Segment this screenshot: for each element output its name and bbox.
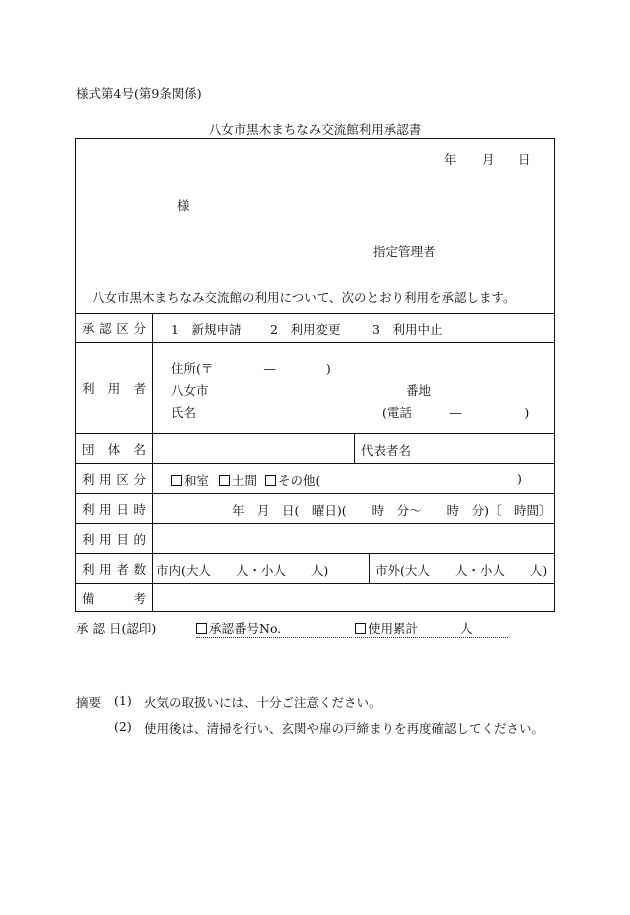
row-usage-datetime xyxy=(76,494,554,524)
row-approval-type xyxy=(76,313,554,343)
form-box xyxy=(75,138,555,612)
checkbox-icon xyxy=(196,623,207,634)
label-usage-datetime: 利用日時 xyxy=(76,494,153,523)
count-outside-city: 市外(大人 人・小人 人) xyxy=(375,563,548,578)
label-remarks: 備考 xyxy=(76,584,153,611)
addressee-suffix: 様 xyxy=(177,198,190,213)
note-1-num: (1) xyxy=(114,693,132,708)
label-group: 団体名 xyxy=(76,434,153,463)
date-day: 日 xyxy=(518,152,531,167)
user-phone: (電話 — ) xyxy=(382,405,530,420)
label-user: 利用者 xyxy=(76,343,153,433)
label-approval-type: 承認区分 xyxy=(76,313,153,342)
row-remarks xyxy=(76,584,554,611)
checkbox-icon xyxy=(219,475,230,486)
label-purpose: 利用目的 xyxy=(76,524,153,553)
approval-option-new: 1 新規申請 xyxy=(171,322,242,337)
user-name-label: 氏名 xyxy=(171,405,197,420)
approval-no-field: 承認番号No. xyxy=(196,619,352,638)
note-2-num: (2) xyxy=(114,719,132,734)
cumulative-field: 使用累計 人 xyxy=(355,619,508,638)
document-title: 八女市黒木まちなみ交流館利用承認書 xyxy=(208,122,422,137)
count-inside-city: 市内(大人 人・小人 人) xyxy=(156,563,329,578)
user-city: 八女市 xyxy=(171,383,209,398)
row-group xyxy=(76,434,554,464)
usage-other-close: ) xyxy=(517,471,522,486)
date-year: 年 xyxy=(444,152,457,167)
usage-datetime-text: 年 月 日( 曜日)( 時 分〜 時 分)〔 時間〕 xyxy=(232,503,552,518)
approval-statement: 八女市黒木まちなみ交流館の利用について、次のとおり利用を承認します。 xyxy=(92,290,516,305)
checkbox-icon xyxy=(171,475,182,486)
issuer-label: 指定管理者 xyxy=(373,244,436,259)
user-banchi: 番地 xyxy=(406,383,432,398)
checkbox-icon xyxy=(355,623,366,634)
row-user xyxy=(76,343,554,434)
person-unit: 人 xyxy=(460,621,473,636)
label-count: 利用者数 xyxy=(76,554,153,583)
row-usage-type xyxy=(76,464,554,494)
usage-option-other: その他( xyxy=(265,471,320,489)
approval-date-label: 承 認 日(認印) xyxy=(76,621,157,636)
usage-option-washitsu: 和室 xyxy=(171,471,209,489)
representative-label: 代表者名 xyxy=(361,443,412,458)
note-1-text: 火気の取扱いには、十分ご注意ください。 xyxy=(144,695,382,710)
row-purpose xyxy=(76,524,554,554)
approval-option-cancel: 3 利用中止 xyxy=(372,322,443,337)
form-number: 様式第4号(第9条関係) xyxy=(76,86,202,101)
date-month: 月 xyxy=(482,152,495,167)
user-address: 住所(〒 — ) xyxy=(171,361,331,376)
approval-option-change: 2 利用変更 xyxy=(270,322,341,337)
notes-heading: 摘要 xyxy=(76,695,102,710)
usage-option-doma: 土間 xyxy=(219,471,257,489)
row-count xyxy=(76,554,554,584)
checkbox-icon xyxy=(265,475,276,486)
note-2-text: 使用後は、清掃を行い、玄関や扉の戸締まりを再度確認してください。 xyxy=(144,721,545,736)
header-area xyxy=(76,139,554,314)
label-usage-type: 利用区分 xyxy=(76,464,153,493)
